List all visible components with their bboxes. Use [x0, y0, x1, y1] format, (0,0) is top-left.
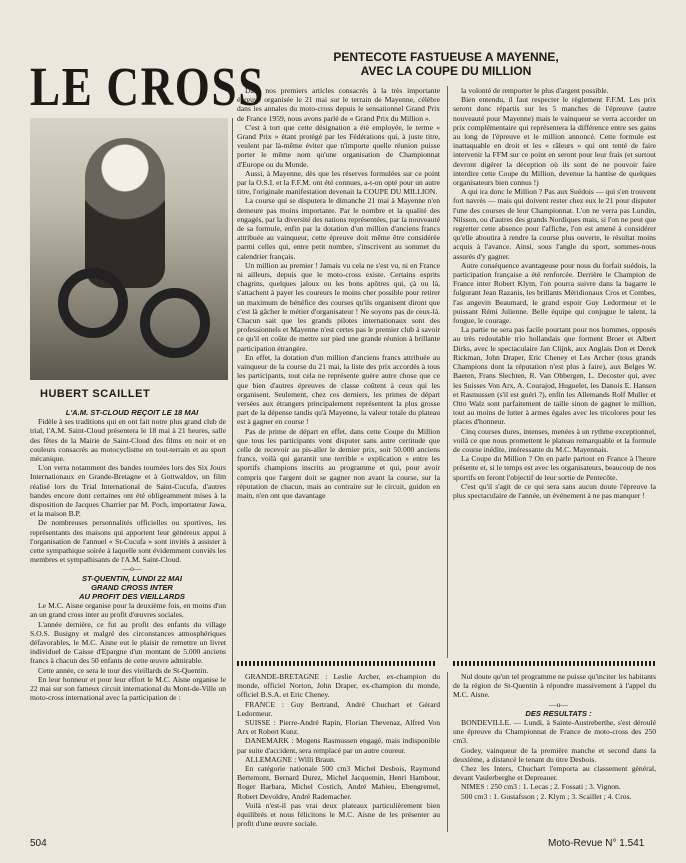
article-paragraph: GRANDE-BRETAGNE : Leslie Archer, ex-champion du monde, officiel Norton, John Draper, ex-champion du monde, officiel B.S.A. et Eric Cheney.	[237, 672, 440, 700]
headline-line-2: AVEC LA COUPE DU MILLION	[360, 64, 532, 78]
section-subhead: ST-QUENTIN, LUNDI 22 MAI	[82, 573, 182, 583]
section-divider	[237, 661, 437, 666]
article-paragraph: FRANCE : Guy Bertrand, André Chuchart et Gérard Ledormeur.	[237, 699, 440, 718]
article-paragraph: Un million au premier ! Jamais vu cela ne s'est vu, ni en France ni ailleurs, depuis que le moto-cross existe. Certains esprits chagrins, quelques jaloux ou les bons apôtres qui, çà ou là, s'attachent à payer les coureurs le moins cher possible pour retirer un maximum de bénéfice des courses qu'ils organisent diront que c'est là gâcher le métier d'organisateur ! Ne soyons pas de ceux-là. Chacun sait que les grands pilotes internationaux sont des professionnels et Mayenne n'est certes pas le premier club à savoir ce qu'il en coûte de mettre sur pied une grande réunion à brillante participation étrangère.	[237, 260, 440, 353]
rider-photo	[30, 118, 228, 380]
article-paragraph: Dans nos premiers articles consacrés à la très importante épreuve organisée le 21 mai sur le terrain de Mayenne, célèbre dans les annales du moto-cross depuis le sensationnel Grand Prix de France 1959, nous avons parlé de « Grand Prix du Million ».	[237, 86, 440, 123]
main-article-column-1	[237, 86, 440, 658]
article-paragraph: L'on verra notamment des bandes tournées lors des Six Jours Internationaux en Grande-Bretagne et à Gottwaldov, un film réalisé lors du Trial International de Saint-Cucufa, d'autres bandes encore dont certaines ont été obligeamment mises à la disposition de Jacques Charrier par M. Poch, importateur Jawa, et la maison B.P.	[30, 463, 226, 519]
article-paragraph: Pas de prime de départ en effet, dans cette Coupe du Million que tous les participants vont disputer sans autre certitude que celle de recevoir au pis-aller le dernier prix, soit 50.000 anciens francs, voilà qui garantit une terrible « explication » entre les sportifs champions inscrits au programme et qui, pour avoir compris que l'argent doit se gagner non avant la course, sur la réputation de chacun, mais au contraire sur le circuit, guidon en main, n'en ont que davantage	[237, 426, 440, 500]
motorcycle-wheel-icon	[140, 288, 210, 358]
article-paragraph: Nul doute qu'un tel programme ne puisse qu'inciter les habitants de la région de St-Quentin à répondre massivement à l'appel du M.C. Aisne.	[453, 672, 656, 700]
article-paragraph: Godey, vainqueur de la première manche et second dans la deuxième, a distancé le tenant du titre Desbois.	[453, 745, 656, 764]
article-paragraph: En effet, la dotation d'un million d'anciens francs attribuée au vainqueur de la course du 21 mai, la liste des prix accordés à tous les participants, tout cela ne représente guère autre chose que ce que bien d'autres épreuves de classe coûtent à ceux qui les organisent. Seulement, chez ces derniers, les primes de départ versées aux étrangers principalement représentent la plus grosse part de la dépense tandis qu'à Mayenne, la valeur totale du plateau est à gagner en course !	[237, 352, 440, 427]
article-paragraph: L'année dernière, ce fut au profit des enfants du village S.O.S. Busigny et malgré des circonstances atmosphériques défavorables, le M.C. Aisne eut le plaisir de remettre un livret individuel de Caisse d'Epargne d'un montant de 5.000 anciens francs à chacun des 50 enfants de cette œuvre admirable.	[30, 619, 226, 666]
article-paragraph: Le M.C. Aisne organise pour la deuxième fois, en moins d'un an un grand cross inter au profit d'œuvres sociales.	[30, 601, 226, 620]
st-quentin-participants-column	[237, 672, 440, 832]
article-paragraph: Bien entendu, il faut respecter le règlement F.F.M. Les prix seront donc répartis sur les 5 manches de l'épreuve (autre nouveauté pour Mayenne) mais le vainqueur se verra accorder un prix complémentaire qui représentera la différence entre ses gains au long de l'épreuve et le million annoncé. Cette formule est inattaquable en droit et les « râleurs » qui ont tenté de faire intervenir la FFM sur ce point en seront pour leur frais (et surtout devront digérer la déception où ils sont de ne pouvoir faire interdire cette Coupe du Million, devenue la hantise de quelques organisateurs bien connus !)	[453, 95, 656, 188]
section-subhead: L'A.M. ST-CLOUD REÇOIT LE 18 MAI	[65, 408, 199, 417]
article-paragraph: Aussi, à Mayenne, dès que les réserves formulées sur ce point par la O.S.I. et la F.F.M. ont été connues, a-t-on opté pour un autre titre, l'originale manifestation devenait la COUPE DU MILLION.	[237, 168, 440, 197]
main-article-column-2	[453, 86, 656, 658]
left-news-column	[30, 408, 226, 830]
article-paragraph: En catégorie nationale 500 cm3 Michel Desbois, Raymond Bertemont, Bernard Durez, Michel Jacquemin, Henri Hambour, Roger Barbara, Michel Costich, André Mahieu, Ebengremel, Robert Devoldre, André Rademacher.	[237, 764, 440, 801]
section-divider	[453, 661, 656, 666]
page-title: LE CROSS	[30, 56, 265, 117]
column-rule	[447, 86, 448, 658]
article-paragraph: SUISSE : Pierre-André Rapin, Florian Thevenaz, Alfred Von Arx et Robert Kunz.	[237, 718, 440, 737]
section-subhead: GRAND CROSS INTER	[91, 582, 173, 592]
motorcycle-wheel-icon	[58, 268, 128, 338]
article-paragraph: La partie ne sera pas facile pourtant pour nos hommes, opposés au très redoutable trio hollandais que forment Broer et Albert Dirks, avec le spectaculaire Jan Clijnk, aux Anglais Don et Derek Rickman, John Draper, Eric Cheney et Les Archer (tous grands Champions dont la réputation n'est plus à faire), aux Belges W. Baeten, Frans Slechten, R. Van Obbergen, L. Decoster qui, avec les Suisses Von Arx, A. Courajod, Huguelet, les Danois E. Hansen et Rasmussen (s'il est guéri ?), enfin les Allemands Rolf Muller et Otto Walz sont parfaitement de taille sinon de gagner le million, tout au moins de lutter à armes égales avec les tricolores pour les places d'honneur.	[453, 325, 656, 427]
article-paragraph: Cinq courses dures, intenses, menées à un rythme exceptionnel, voilà ce que nous promettent le plateau remarquable et la formule de course inédite, intéressante du M.C. Mayennais.	[453, 426, 656, 454]
results-column	[453, 672, 656, 832]
article-paragraph: C'est qu'il s'agit de ce qui sera sans aucun doute l'épreuve la plus spectaculaire de l'année, un événement à ne pas manquer !	[453, 481, 656, 500]
photo-caption: HUBERT SCAILLET	[40, 388, 151, 400]
article-paragraph: En leur honneur et pour leur effort le M.C. Aisne organise le 22 mai sur son fameux circuit international du Mont-de-Ville un moto-cross international avec la participation de :	[30, 674, 226, 703]
article-paragraph: Chez les Inters, Chuchart l'emporta au classement général, devant Vaulerberghe et Depreauer.	[453, 764, 656, 783]
rider-figure	[85, 138, 165, 288]
main-headline	[237, 50, 655, 78]
article-paragraph: A qui ira donc le Million ? Pas aux Suédois — qui s'en trouvent fort navrés — mais qui doivent rester chez eux le 21 pour disputer l'une des courses de leur Championnat. L'on ne verra pas Lundin, Nilsson, ou d'autres des grands Nordiques mais, si l'on ne peut que regretter cette absence pour l'affiche, l'on est amené à considérer qu'elle aboutira à rendre la course plus ouverte, le résultat moins acquis à l'avance. Ainsi, sous l'angle du sport, sommes-nous assurés d'y gagner.	[453, 187, 656, 261]
section-subhead: AU PROFIT DES VIEILLARDS	[79, 592, 185, 602]
section-subhead: DES RESULTATS :	[525, 708, 592, 718]
article-paragraph: La course qui se disputera le dimanche 21 mai à Mayenne n'en demeure pas moins importante. Par le nombre et la qualité des engagés, par la diversité des nations représentées, par la nouveauté de sa formule, enfin par la dotation d'un million d'anciens francs attribuée au vainqueur, cette épreuve doit même être considérée parmi celles qui, entre petit nombre, s'inscrivent au sommet du calendrier français.	[237, 196, 440, 261]
article-paragraph: ALLEMAGNE : Willi Braun.	[245, 754, 336, 764]
article-paragraph: Cette année, ce sera le tour des vieillards de St-Quentin.	[38, 665, 209, 675]
article-paragraph: Autre conséquence avantageuse pour nous du forfait suédois, la participation française a été renforcée. Derrière le Champion de France inter Robert Klym, l'on pourra suivre dans la bagarre le fulgurant Jean Razanis, les brillants Méridionaux Cros et Combes, l'as angevin Beaumard, le grand espoir Guy Ledormeur et le puissant Rémi Julienne. Belle équipe qui conjugue le talent, la fougue, le courage.	[453, 260, 656, 326]
page-number: 504	[30, 838, 47, 849]
article-paragraph: NIMES : 250 cm3 : 1. Lecas ; 2. Fossati ; 3. Vignon.	[461, 782, 621, 792]
column-rule	[232, 118, 233, 828]
article-paragraph: la volonté de remporter le plus d'argent possible.	[461, 86, 609, 95]
article-paragraph: Voilà n'est-il pas vrai deux plateaux particulièrement bien équilibrés et nous félicitons le M.C. Aisne de les présenter au profit d'une œuvre sociale.	[237, 800, 440, 829]
article-paragraph: DANEMARK : Mogens Rasmussen engagé, mais indisponible par suite d'accident, sera remplacé par un autre coureur.	[237, 736, 440, 755]
column-rule	[447, 672, 448, 832]
article-paragraph: C'est à tort que cette désignation a été employée, le terme « Grand Prix » étant protégé par les Fédérations qui, à juste titre, veulent par là-même éviter que n'importe quelle réunion puisse porter le même nom qu'une organisation de Championnat d'Europe ou du Monde.	[237, 122, 440, 169]
headline-line-1: PENTECOTE FASTUEUSE A MAYENNE,	[333, 50, 559, 64]
separator: —o—	[549, 699, 568, 709]
separator: —o—	[122, 564, 142, 574]
article-paragraph: De nombreuses personnalités officielles ou sportives, les représentants des maisons qui apportent leur généreux appui à l'organisation de l'annuel « St-Cucufa » sont invités à assister à cette sympathique soirée à laquelle sont évidemment conviés les membres et sympathisants de l'A.M. Saint-Cloud.	[30, 518, 226, 565]
article-paragraph: La Coupe du Million ? On en parle partout en France à l'heure présente et, si le temps est avec les organisateurs, beaucoup de nos sportifs en feront l'objectif de leur sortie de Pentecôte.	[453, 454, 656, 482]
article-paragraph: Fidèle à ses traditions qui en ont fait notre plus grand club de trial, l'A.M. Saint-Cloud présentera le 18 mai à 21 heures, salle des fêtes de la Mairie de Saint-Cloud des films en noir et en couleurs consacrés au motocyclisme en tout-terrain et au sport mécanique.	[30, 417, 226, 464]
article-paragraph: 500 cm3 : 1. Gustafsson ; 2. Klym ; 3. Scaillet ; 4. Cros.	[461, 791, 632, 801]
magazine-issue: Moto-Revue N° 1.541	[548, 838, 645, 849]
article-paragraph: BONDEVILLE. — Lundi, à Sainte-Austreberthe, s'est déroulé une épreuve du Championnat de France de moto-cross des 250 cm3.	[453, 718, 656, 746]
